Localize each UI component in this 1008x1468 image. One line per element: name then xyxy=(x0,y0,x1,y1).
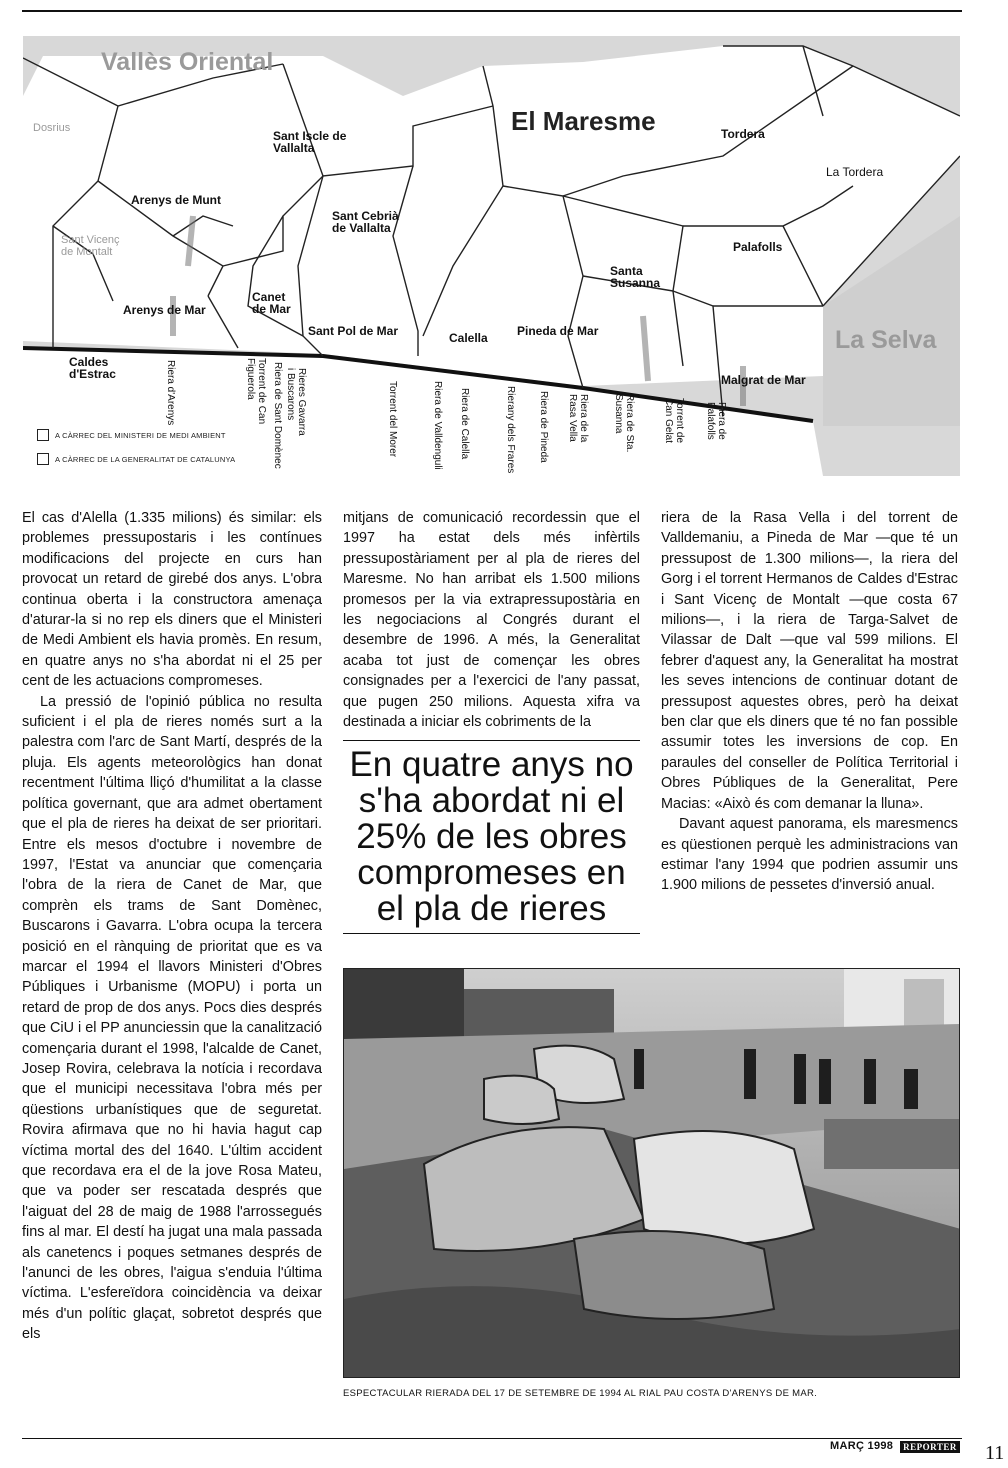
river-torrent-can-gelat: Torrent de Can Gelat xyxy=(663,398,685,444)
town-calella: Calella xyxy=(449,331,488,345)
photo-caption: ESPECTACULAR RIERADA DEL 17 DE SETEMBRE DE 1994 AL RIAL PAU COSTA D'ARENYS DE MAR. xyxy=(343,1388,818,1399)
legend-label: A CÀRREC DEL MINISTERI DE MEDI AMBIENT xyxy=(55,430,226,440)
magazine-logo: REPORTER xyxy=(900,1441,960,1453)
article-column-3 xyxy=(661,508,958,896)
paragraph: mitjans de comunicació recordessin que el 1997 ha estat dels més infèrtils pressupostàriament per al pla de rieres del Maresme. No han arribat els 1.500 milions promesos per la via extrapressupostària en les negociacions al Congrés durant el desembre de 1996. A més, la Generalitat acaba tot just de començar les obres consignades per a l'exercici de l'any passat, que pugen 250 milions. Aquesta xifra va destinada a iniciar els cobriments de la xyxy=(343,510,640,731)
paragraph: La pressió de l'opinió pública no resulta suficient i el pla de rieres només surt a la palestra com l'arc de Sant Martí, després de la pluja. Els agents meteorològics han donat recentment l'última lliçó d'humilitat a la classe política governant, que ara admet obertament que el pla de rieres ha deixat de ser prioritari. Entre els mesos d'octubre i novembre de 1997, l'Estat va anunciar que començaria l'obra de la riera de Canet de Mar, que comprèn els trams de Sant Domènec, Buscarons i Gavarra. L'obra ocupa la tercera posició en el rànquing de prioritat que es va marcar el 1994 el llavors Ministeri d'Obres Públiques i Urbanisme (MOPU) i porta un retard de prop de dos anys. Pocs dies després que CiU i el PP anunciessin que la canalització començaria durant el 1998, l'alcalde de Canet, Josep Rovira, celebrava la notícia i recordava que el municipi necessitava l'obra més per qüestions urbanístiques que de seguretat. Rovira afirmava que no hi havia hagut cap víctima mortal des del 1640. L'últim accident que recordava era el de la jove Rosa Mateu, que va poder ser rescatada després que l'aiguat del 28 de maig de 1988 l'arrossegués fins al mar. El destí ha jugat una mala passada als canetencs i poques setmanes després de l'anunci de les obres, l'aigua s'enduia l'última víctima. L'esfereïdora coincidència va deixar més d'un polític glaçat, sobretot després que els xyxy=(22,693,322,1343)
region-la-tordera: La Tordera xyxy=(826,165,884,179)
town-palafolls: Palafolls xyxy=(733,240,783,254)
river-riera-palafolls: Riera de Palafolls xyxy=(705,402,727,440)
page-number: 11 xyxy=(985,1442,1005,1464)
river-torrent-morer: Torrent del Morer xyxy=(387,381,398,458)
town-pineda-de-mar: Pineda de Mar xyxy=(517,324,599,338)
town-tordera: Tordera xyxy=(721,127,765,141)
region-dosrius: Dosrius xyxy=(33,122,71,134)
region-sant-vicenc: Sant Vicenç de Montalt xyxy=(61,234,120,258)
paragraph: Davant aquest panorama, els maresmencs es qüestionen perquè les administracions van estimar l'any 1994 que podrien assumir uns 1.900 milions de pessetes d'inversió anual. xyxy=(661,816,958,894)
river-riera-arenys: Riera d'Arenys xyxy=(165,360,176,426)
river-riera-valldenguli: Riera de Valldenguli xyxy=(432,381,443,470)
town-arenys-de-mar: Arenys de Mar xyxy=(123,303,206,317)
town-canet-de-mar: Canet de Mar xyxy=(252,290,291,316)
legend-label: A CÀRREC DE LA GENERALITAT DE CATALUNYA xyxy=(55,454,236,464)
legend-ministeri xyxy=(37,429,226,441)
town-sant-pol-de-mar: Sant Pol de Mar xyxy=(308,324,399,338)
paragraph: El cas d'Alella (1.335 milions) és similar: els problemes pressupostaris i les contínues modificacions del projecte en curs han provocat un retard de girebé dos anys. L'obra continua oberta i la constructora amenaça d'aturar-la si no rep els diners que el Ministeri de Medi Ambient els havia promès. En resum, en quatre anys no s'ha abordat ni el 25 per cent de les actuacions compromeses. xyxy=(22,510,322,690)
town-malgrat-de-mar: Malgrat de Mar xyxy=(721,373,806,387)
legend-generalitat xyxy=(37,453,235,465)
town-arenys-de-munt: Arenys de Munt xyxy=(131,193,222,207)
issue-date: MARÇ 1998 xyxy=(830,1440,894,1452)
town-caldes-destrac: Caldes d'Estrac xyxy=(69,355,116,381)
river-rierany-frares: Rierany dels Frares xyxy=(505,386,516,474)
river-riera-santa-susanna: Riera de Sta. Susanna xyxy=(613,394,635,453)
region-el-maresme: El Maresme xyxy=(511,106,656,136)
town-sant-cebria: Sant Cebrià de Vallalta xyxy=(332,209,399,235)
region-valles-oriental: Vallès Oriental xyxy=(101,48,274,76)
legend-box-icon xyxy=(37,453,49,465)
pull-quote: En quatre anys no s'ha abordat ni el 25% de les obres compromeses en el pla de rieres xyxy=(343,740,640,934)
flood-photo xyxy=(343,968,960,1378)
bottom-rule xyxy=(22,1438,962,1439)
river-riera-rasa-vella: Riera de la Rasa Vella xyxy=(567,394,589,443)
top-rule xyxy=(22,10,962,12)
river-rieres-gavarra: Rieres Gavarra i Buscarons xyxy=(285,368,307,436)
river-riera-pineda: Riera de Pineda xyxy=(538,391,549,463)
legend-box-icon xyxy=(37,429,49,441)
town-santa-susanna: Santa Susanna xyxy=(610,264,661,290)
river-riera-calella: Riera de Calella xyxy=(459,388,470,460)
paragraph: riera de la Rasa Vella i del torrent de Valldemaniu, a Pineda de Mar —que té un pressupost de 1.300 milions—, la riera del Gorg i el torrent Hermanos de Caldes d'Estrac i Sant Vicenç de Montalt —que costa 67 milions—, i la riera de Targa-Salvet de Vilassar de Dalt —que val 599 milions. El febrer d'aquest any, la Generalitat ha mostrat les seves intencions de continuar dotant de pressupost aquestes obres, però ha deixat ben clar que els diners que té no fan possible assumir totes les inversions de cop. En paraules del conseller de Política Territorial i Obres Públiques de la Generalitat, Pere Macias: «Això és com demanar la lluna». xyxy=(661,510,958,812)
map-borders xyxy=(23,36,960,476)
article-column-2 xyxy=(343,508,640,732)
maresme-map xyxy=(23,36,960,476)
river-riera-sant-domenec: Riera de Sant Domènec xyxy=(272,362,283,469)
article-column-1 xyxy=(22,508,322,1345)
region-la-selva: La Selva xyxy=(835,326,937,354)
flood-photo-illustration xyxy=(344,969,960,1378)
town-sant-iscle: Sant Iscle de Vallalta xyxy=(273,129,347,155)
river-torrent-figuerola: Torrent de Can Figuerola xyxy=(245,358,267,425)
